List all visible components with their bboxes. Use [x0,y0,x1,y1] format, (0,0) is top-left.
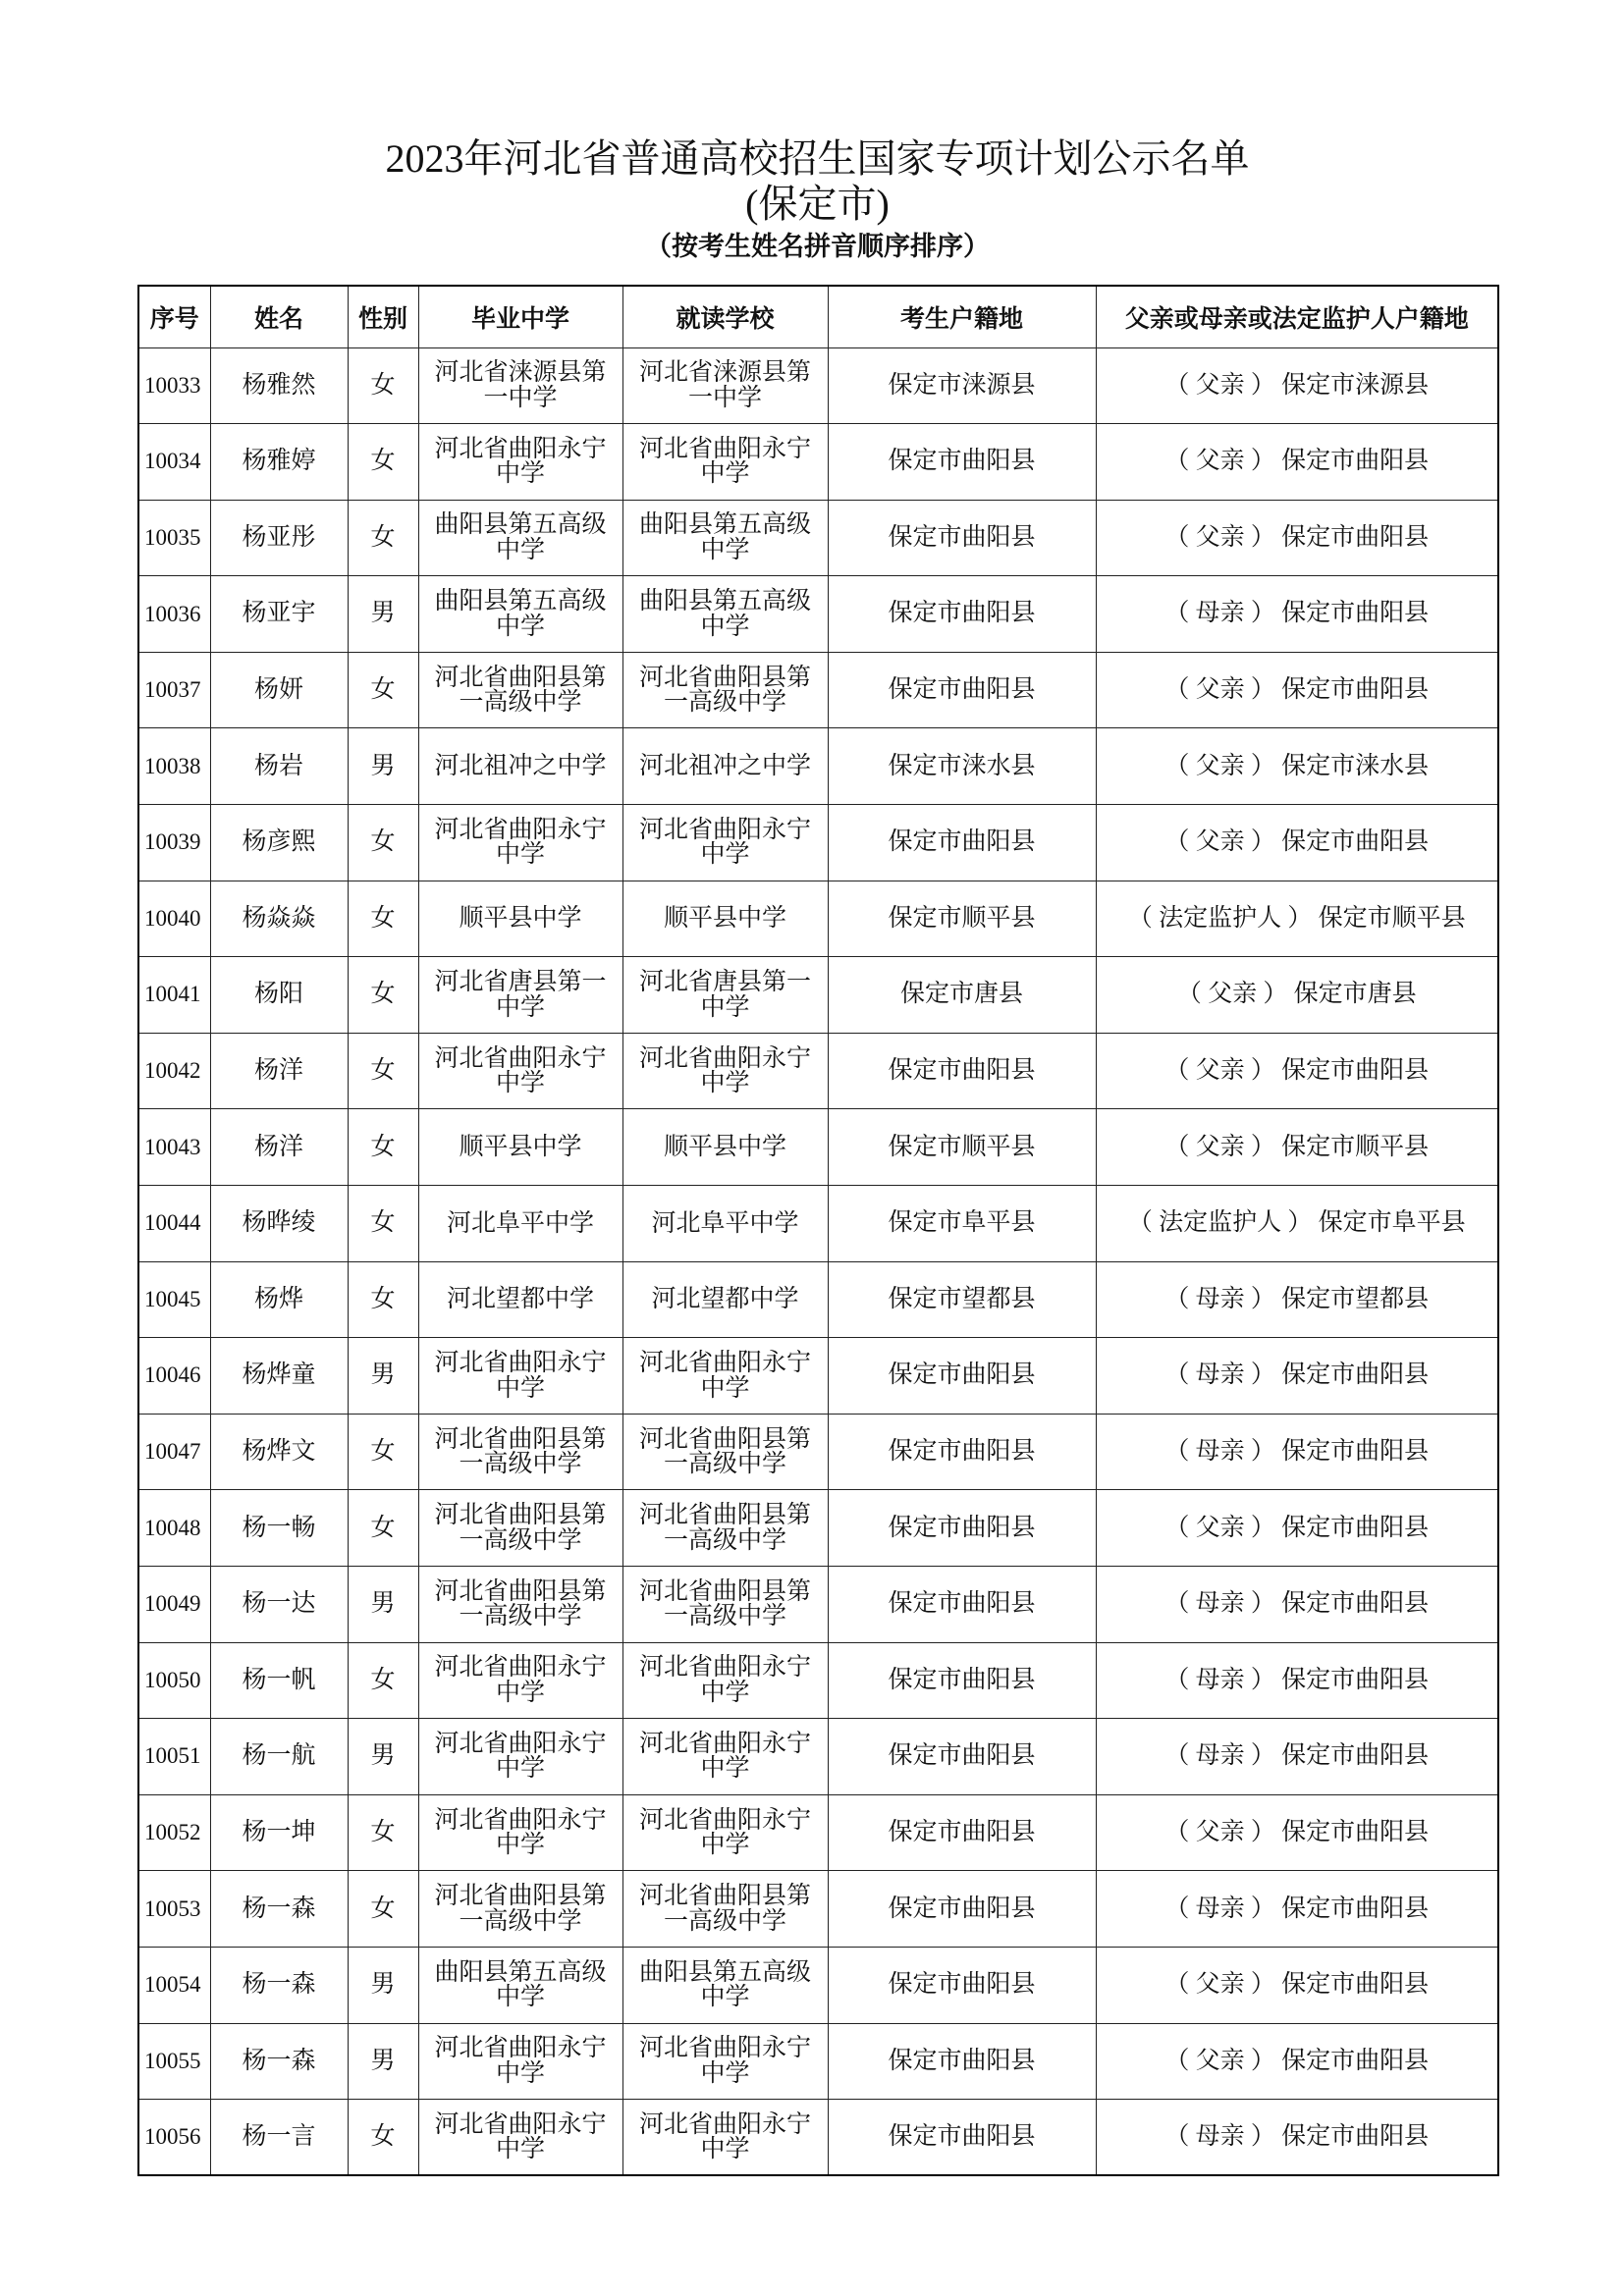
cell-name: 杨亚宇 [210,576,348,653]
cell-gender: 女 [348,1794,418,1871]
cell-guardian-registration: （ 父亲 ） 保定市曲阳县 [1096,1033,1498,1109]
table-row [138,1719,1498,1795]
cell-graduated-school: 河北省曲阳永宁中学 [418,1338,622,1415]
cell-gender: 女 [348,957,418,1034]
cell-seq: 10040 [138,881,210,957]
cell-guardian-registration: （ 父亲 ） 保定市曲阳县 [1096,1794,1498,1871]
cell-gender: 女 [348,1871,418,1948]
cell-household-registration: 保定市涞水县 [828,728,1096,805]
cell-household-registration: 保定市曲阳县 [828,652,1096,728]
header-guardian-registration: 父亲或母亲或法定监护人户籍地 [1096,286,1498,347]
table-row [138,1033,1498,1109]
header-gender: 性别 [348,286,418,347]
cell-name: 杨洋 [210,1033,348,1109]
table-row [138,1186,1498,1262]
cell-gender: 女 [348,1033,418,1109]
cell-guardian-registration: （ 母亲 ） 保定市曲阳县 [1096,1871,1498,1948]
cell-gender: 女 [348,424,418,501]
cell-guardian-registration: （ 母亲 ） 保定市曲阳县 [1096,1338,1498,1415]
cell-graduated-school: 河北阜平中学 [418,1186,622,1262]
cell-guardian-registration: （ 母亲 ） 保定市曲阳县 [1096,576,1498,653]
cell-current-school: 河北阜平中学 [622,1186,828,1262]
cell-current-school: 河北省曲阳永宁中学 [622,1033,828,1109]
cell-graduated-school: 河北省曲阳永宁中学 [418,1719,622,1795]
cell-gender: 男 [348,1719,418,1795]
cell-name: 杨洋 [210,1109,348,1186]
table-row [138,652,1498,728]
cell-household-registration: 保定市曲阳县 [828,1947,1096,2023]
cell-seq: 10050 [138,1642,210,1719]
header-row [138,286,1498,347]
cell-seq: 10054 [138,1947,210,2023]
cell-current-school: 河北省曲阳县第一高级中学 [622,1490,828,1567]
cell-gender: 女 [348,652,418,728]
table-row [138,1490,1498,1567]
document-subtitle: (保定市) [745,182,890,226]
table-row [138,957,1498,1034]
cell-name: 杨阳 [210,957,348,1034]
cell-gender: 女 [348,1109,418,1186]
cell-seq: 10047 [138,1414,210,1490]
cell-guardian-registration: （ 父亲 ） 保定市涞源县 [1096,347,1498,424]
cell-guardian-registration: （ 母亲 ） 保定市望都县 [1096,1261,1498,1338]
cell-seq: 10053 [138,1871,210,1948]
cell-name: 杨雅婷 [210,424,348,501]
cell-name: 杨岩 [210,728,348,805]
cell-graduated-school: 河北省曲阳永宁中学 [418,1033,622,1109]
cell-seq: 10055 [138,2023,210,2100]
table-row [138,1567,1498,1643]
cell-name: 杨一坤 [210,1794,348,1871]
cell-gender: 女 [348,881,418,957]
cell-seq: 10039 [138,805,210,881]
cell-current-school: 曲阳县第五高级中学 [622,576,828,653]
cell-graduated-school: 曲阳县第五高级中学 [418,576,622,653]
cell-guardian-registration: （ 父亲 ） 保定市唐县 [1096,957,1498,1034]
cell-guardian-registration: （ 法定监护人 ） 保定市顺平县 [1096,881,1498,957]
cell-graduated-school: 顺平县中学 [418,1109,622,1186]
cell-graduated-school: 河北省曲阳县第一高级中学 [418,1490,622,1567]
cell-current-school: 河北省曲阳永宁中学 [622,1794,828,1871]
cell-graduated-school: 河北省曲阳县第一高级中学 [418,1567,622,1643]
cell-seq: 10044 [138,1186,210,1262]
cell-gender: 女 [348,1414,418,1490]
cell-seq: 10035 [138,500,210,576]
cell-seq: 10049 [138,1567,210,1643]
cell-name: 杨烨童 [210,1338,348,1415]
cell-household-registration: 保定市望都县 [828,1261,1096,1338]
cell-guardian-registration: （ 母亲 ） 保定市曲阳县 [1096,1567,1498,1643]
cell-name: 杨烨 [210,1261,348,1338]
table-row [138,1947,1498,2023]
table-body [138,347,1498,2175]
cell-name: 杨一达 [210,1567,348,1643]
cell-guardian-registration: （ 父亲 ） 保定市曲阳县 [1096,652,1498,728]
cell-name: 杨一森 [210,1871,348,1948]
cell-graduated-school: 顺平县中学 [418,881,622,957]
cell-gender: 女 [348,1186,418,1262]
cell-current-school: 河北省唐县第一中学 [622,957,828,1034]
cell-guardian-registration: （ 父亲 ） 保定市曲阳县 [1096,424,1498,501]
cell-current-school: 河北省曲阳县第一高级中学 [622,1414,828,1490]
cell-guardian-registration: （ 父亲 ） 保定市曲阳县 [1096,1490,1498,1567]
cell-household-registration: 保定市曲阳县 [828,1414,1096,1490]
cell-guardian-registration: （ 母亲 ） 保定市曲阳县 [1096,1414,1498,1490]
cell-current-school: 河北省涞源县第一中学 [622,347,828,424]
cell-guardian-registration: （ 父亲 ） 保定市涞水县 [1096,728,1498,805]
cell-household-registration: 保定市曲阳县 [828,1567,1096,1643]
cell-gender: 女 [348,500,418,576]
cell-graduated-school: 曲阳县第五高级中学 [418,500,622,576]
cell-seq: 10052 [138,1794,210,1871]
cell-name: 杨一帆 [210,1642,348,1719]
cell-current-school: 河北省曲阳县第一高级中学 [622,1567,828,1643]
cell-current-school: 河北省曲阳永宁中学 [622,1642,828,1719]
cell-seq: 10033 [138,347,210,424]
cell-current-school: 河北省曲阳永宁中学 [622,2023,828,2100]
cell-graduated-school: 曲阳县第五高级中学 [418,1947,622,2023]
table-row [138,1642,1498,1719]
cell-graduated-school: 河北省曲阳永宁中学 [418,2100,622,2176]
cell-graduated-school: 河北省曲阳永宁中学 [418,2023,622,2100]
cell-seq: 10048 [138,1490,210,1567]
cell-current-school: 河北祖冲之中学 [622,728,828,805]
cell-gender: 男 [348,2023,418,2100]
cell-household-registration: 保定市曲阳县 [828,2100,1096,2176]
header-household-registration: 考生户籍地 [828,286,1096,347]
cell-name: 杨焱焱 [210,881,348,957]
cell-household-registration: 保定市唐县 [828,957,1096,1034]
cell-name: 杨一畅 [210,1490,348,1567]
table-row [138,1414,1498,1490]
cell-gender: 男 [348,1338,418,1415]
cell-graduated-school: 河北祖冲之中学 [418,728,622,805]
cell-household-registration: 保定市曲阳县 [828,1871,1096,1948]
cell-current-school: 河北省曲阳县第一高级中学 [622,1871,828,1948]
cell-current-school: 河北省曲阳永宁中学 [622,805,828,881]
cell-graduated-school: 河北省曲阳永宁中学 [418,1642,622,1719]
cell-household-registration: 保定市曲阳县 [828,1033,1096,1109]
cell-household-registration: 保定市曲阳县 [828,805,1096,881]
cell-seq: 10034 [138,424,210,501]
cell-household-registration: 保定市曲阳县 [828,2023,1096,2100]
cell-current-school: 河北省曲阳永宁中学 [622,424,828,501]
cell-graduated-school: 河北省涞源县第一中学 [418,347,622,424]
cell-household-registration: 保定市涞源县 [828,347,1096,424]
cell-seq: 10046 [138,1338,210,1415]
cell-graduated-school: 河北省曲阳县第一高级中学 [418,1414,622,1490]
table-row [138,881,1498,957]
cell-guardian-registration: （ 母亲 ） 保定市曲阳县 [1096,2100,1498,2176]
table-row [138,424,1498,501]
cell-guardian-registration: （ 法定监护人 ） 保定市阜平县 [1096,1186,1498,1262]
cell-seq: 10042 [138,1033,210,1109]
cell-graduated-school: 河北省唐县第一中学 [418,957,622,1034]
cell-current-school: 顺平县中学 [622,1109,828,1186]
cell-guardian-registration: （ 母亲 ） 保定市曲阳县 [1096,1642,1498,1719]
cell-current-school: 河北省曲阳永宁中学 [622,1719,828,1795]
cell-graduated-school: 河北望都中学 [418,1261,622,1338]
table-header [138,286,1498,347]
cell-name: 杨亚彤 [210,500,348,576]
cell-current-school: 顺平县中学 [622,881,828,957]
cell-gender: 女 [348,2100,418,2176]
cell-household-registration: 保定市曲阳县 [828,1338,1096,1415]
cell-name: 杨晔绫 [210,1186,348,1262]
admission-list-table [137,285,1499,2176]
table-row [138,728,1498,805]
table-row [138,1794,1498,1871]
cell-name: 杨一言 [210,2100,348,2176]
cell-gender: 女 [348,1261,418,1338]
cell-graduated-school: 河北省曲阳永宁中学 [418,1794,622,1871]
cell-current-school: 曲阳县第五高级中学 [622,1947,828,2023]
cell-household-registration: 保定市曲阳县 [828,1719,1096,1795]
header-name: 姓名 [210,286,348,347]
cell-household-registration: 保定市曲阳县 [828,500,1096,576]
cell-household-registration: 保定市顺平县 [828,881,1096,957]
cell-seq: 10041 [138,957,210,1034]
cell-current-school: 曲阳县第五高级中学 [622,500,828,576]
cell-household-registration: 保定市顺平县 [828,1109,1096,1186]
cell-name: 杨烨文 [210,1414,348,1490]
cell-seq: 10056 [138,2100,210,2176]
document-title: 2023年河北省普通高校招生国家专项计划公示名单 [385,136,1250,181]
table-row [138,576,1498,653]
cell-guardian-registration: （ 父亲 ） 保定市曲阳县 [1096,805,1498,881]
cell-graduated-school: 河北省曲阳县第一高级中学 [418,1871,622,1948]
cell-name: 杨一航 [210,1719,348,1795]
table-row [138,1338,1498,1415]
cell-current-school: 河北省曲阳永宁中学 [622,2100,828,2176]
cell-household-registration: 保定市阜平县 [828,1186,1096,1262]
cell-graduated-school: 河北省曲阳永宁中学 [418,805,622,881]
cell-current-school: 河北省曲阳县第一高级中学 [622,652,828,728]
cell-gender: 女 [348,1490,418,1567]
table-row [138,1871,1498,1948]
header-seq: 序号 [138,286,210,347]
cell-gender: 女 [348,347,418,424]
cell-seq: 10045 [138,1261,210,1338]
table-row [138,805,1498,881]
cell-name: 杨一森 [210,1947,348,2023]
cell-current-school: 河北望都中学 [622,1261,828,1338]
cell-household-registration: 保定市曲阳县 [828,1490,1096,1567]
header-current-school: 就读学校 [622,286,828,347]
cell-guardian-registration: （ 父亲 ） 保定市顺平县 [1096,1109,1498,1186]
cell-household-registration: 保定市曲阳县 [828,1794,1096,1871]
cell-guardian-registration: （ 父亲 ） 保定市曲阳县 [1096,500,1498,576]
cell-seq: 10036 [138,576,210,653]
cell-name: 杨彦熙 [210,805,348,881]
cell-seq: 10037 [138,652,210,728]
sort-order-note: （按考生姓名拼音顺序排序） [645,232,990,261]
table-row [138,2100,1498,2176]
cell-seq: 10043 [138,1109,210,1186]
cell-current-school: 河北省曲阳永宁中学 [622,1338,828,1415]
table-row [138,1261,1498,1338]
cell-gender: 男 [348,728,418,805]
cell-gender: 男 [348,1947,418,2023]
table-row [138,1109,1498,1186]
cell-name: 杨妍 [210,652,348,728]
cell-gender: 女 [348,1642,418,1719]
header-graduated-school: 毕业中学 [418,286,622,347]
cell-household-registration: 保定市曲阳县 [828,576,1096,653]
cell-name: 杨一森 [210,2023,348,2100]
table-row [138,347,1498,424]
table-row [138,500,1498,576]
cell-graduated-school: 河北省曲阳永宁中学 [418,424,622,501]
cell-guardian-registration: （ 母亲 ） 保定市曲阳县 [1096,1719,1498,1795]
cell-household-registration: 保定市曲阳县 [828,1642,1096,1719]
cell-seq: 10051 [138,1719,210,1795]
table-row [138,2023,1498,2100]
cell-gender: 女 [348,805,418,881]
cell-gender: 男 [348,576,418,653]
cell-gender: 男 [348,1567,418,1643]
cell-household-registration: 保定市曲阳县 [828,424,1096,501]
cell-name: 杨雅然 [210,347,348,424]
cell-graduated-school: 河北省曲阳县第一高级中学 [418,652,622,728]
cell-seq: 10038 [138,728,210,805]
cell-guardian-registration: （ 父亲 ） 保定市曲阳县 [1096,1947,1498,2023]
cell-guardian-registration: （ 父亲 ） 保定市曲阳县 [1096,2023,1498,2100]
